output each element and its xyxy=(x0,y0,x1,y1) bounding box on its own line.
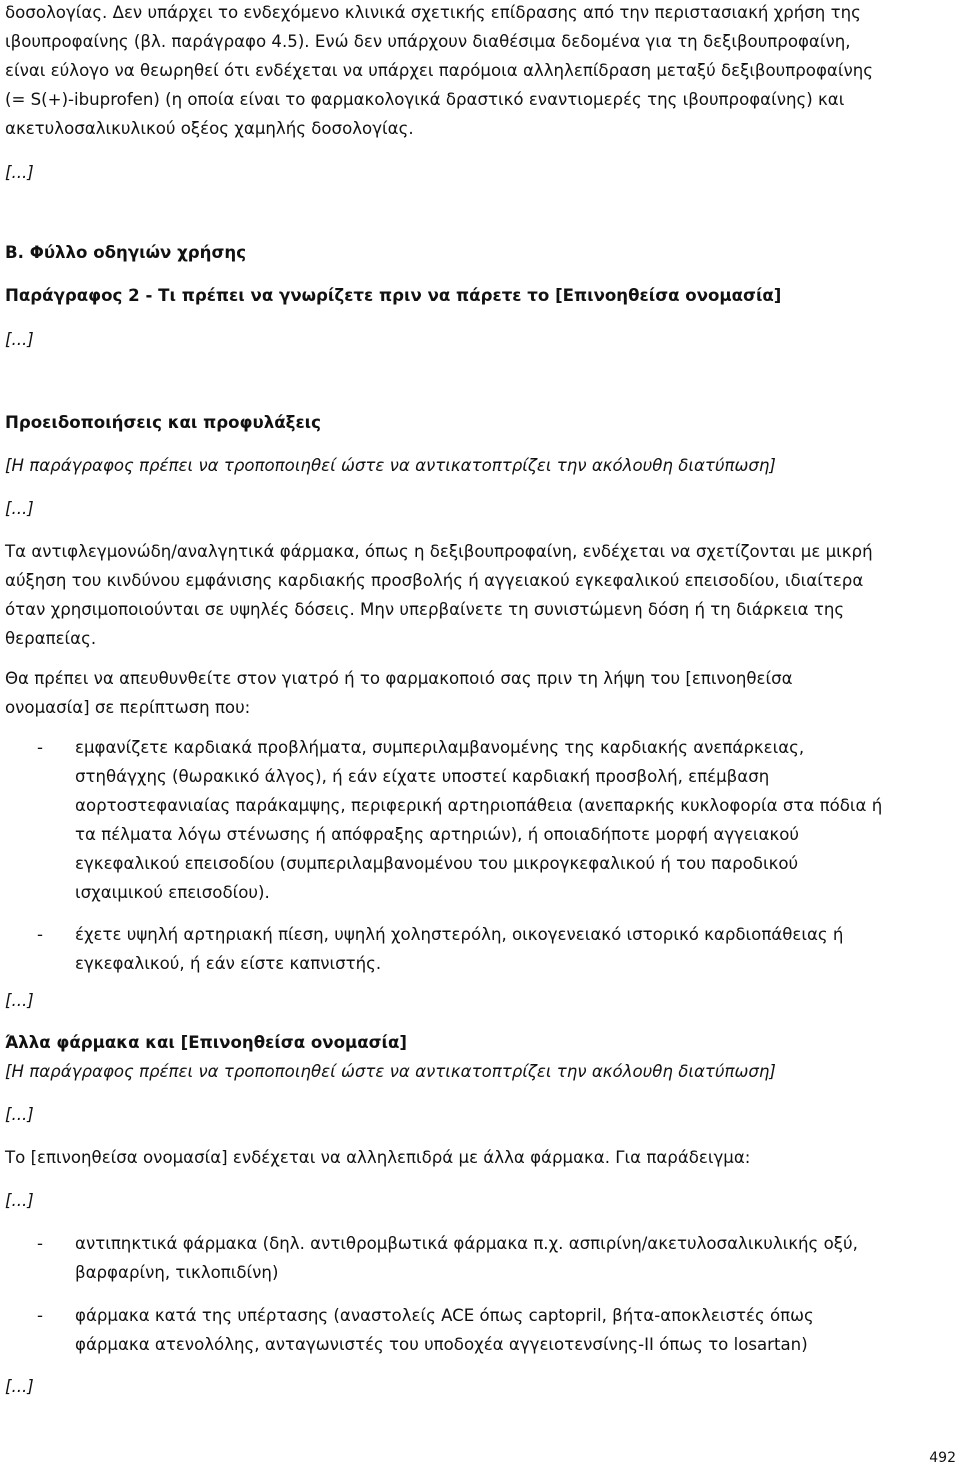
warnings-paragraph-1 xyxy=(5,537,873,653)
ellipsis-marker: [...] xyxy=(5,1191,34,1210)
text-line: θεραπείας. xyxy=(5,629,97,648)
text-line: ακετυλοσαλικυλικού οξέος χαμηλής δοσολογίας. xyxy=(5,119,414,138)
other-meds-heading: Άλλα φάρμακα και [Επινοηθείσα ονομασία] xyxy=(5,1033,407,1052)
text-line: αορτοστεφανιαίας παράκαμψης, περιφερική αρτηριοπάθεια (ανεπαρκής κυκλοφορία στα πόδια ή xyxy=(75,796,883,815)
text-line: εγκεφαλικού, ή εάν είστε καπνιστής. xyxy=(75,954,382,973)
text-line: τα πέλματα λόγω στένωσης ή απόφραξης αρτηριών), ή οποιαδήποτε μορφή αγγειακού xyxy=(75,825,800,844)
ellipsis-marker: [...] xyxy=(5,1377,34,1396)
text-line: αντιπηκτικά φάρμακα (δηλ. αντιθρομβωτικά φάρμακα π.χ. ασπιρίνη/ακετυλοσαλικυλικής οξύ, xyxy=(75,1234,858,1253)
intro-paragraph xyxy=(5,0,873,143)
section-b-title: Β. Φύλλο οδηγιών χρήσης xyxy=(5,243,247,262)
ellipsis-marker: [...] xyxy=(5,330,34,349)
text-line: Θα πρέπει να απευθυνθείτε στον γιατρό ή το φαρμακοποιό σας πριν τη λήψη του [επινοηθείσα xyxy=(5,669,793,688)
list-dash: - xyxy=(37,925,43,944)
list-dash: - xyxy=(37,738,43,757)
warnings-paragraph-2 xyxy=(5,664,793,722)
text-line: στηθάγχης (θωρακικό άλγος), ή εάν είχατε υποστεί καρδιακή προσβολή, επέμβαση xyxy=(75,767,770,786)
ellipsis-marker: [...] xyxy=(5,991,34,1010)
other-meds-intro: Το [επινοηθείσα ονομασία] ενδέχεται να αλληλεπιδρά με άλλα φάρμακα. Για παράδειγμα: xyxy=(5,1148,751,1167)
list-dash: - xyxy=(37,1234,43,1253)
text-line: εμφανίζετε καρδιακά προβλήματα, συμπεριλαμβανομένης της καρδιακής ανεπάρκειας, xyxy=(75,738,805,757)
list-item xyxy=(5,733,955,907)
paragraph-2-title: Παράγραφος 2 - Τι πρέπει να γνωρίζετε πριν να πάρετε το [Επινοηθείσα ονομασία] xyxy=(5,286,782,305)
other-meds-note: [Η παράγραφος πρέπει να τροποποιηθεί ώστε να αντικατοπτρίζει την ακόλουθη διατύπωση] xyxy=(5,1062,776,1081)
other-meds-list xyxy=(5,1229,955,1359)
ellipsis-marker: [...] xyxy=(5,1105,34,1124)
text-line: φάρμακα κατά της υπέρτασης (αναστολείς ACE όπως captopril, βήτα-αποκλειστές όπως xyxy=(75,1306,814,1325)
warnings-heading: Προειδοποιήσεις και προφυλάξεις xyxy=(5,413,321,432)
warnings-list xyxy=(5,920,955,978)
list-item xyxy=(5,1301,955,1359)
text-line: αύξηση του κινδύνου εμφάνισης καρδιακής προσβολής ή αγγειακού εγκεφαλικού επεισοδίου, ιδιαίτερα xyxy=(5,571,864,590)
list-item xyxy=(5,1229,955,1287)
page-number: 492 xyxy=(929,1450,956,1466)
text-line: φάρμακα ατενολόλης, ανταγωνιστές του υποδοχέα αγγειοτενσίνης-II όπως το losartan) xyxy=(75,1335,808,1354)
list-item xyxy=(5,920,955,978)
text-line: όταν χρησιμοποιούνται σε υψηλές δόσεις. Μην υπερβαίνετε τη συνιστώμενη δόση ή τη διάρκεια της xyxy=(5,600,845,619)
ellipsis-marker: [...] xyxy=(5,163,34,182)
text-line: δοσολογίας. Δεν υπάρχει το ενδεχόμενο κλινικά σχετικής επίδρασης από την περιστασιακή χρήση της xyxy=(5,3,861,22)
list-dash: - xyxy=(37,1306,43,1325)
text-line: ονομασία] σε περίπτωση που: xyxy=(5,698,251,717)
text-line: ιβουπροφαίνης (βλ. παράγραφο 4.5). Ενώ δεν υπάρχουν διαθέσιμα δεδομένα για τη δεξιβουπροφαίνη, xyxy=(5,32,851,51)
text-line: βαρφαρίνη, τικλοπιδίνη) xyxy=(75,1263,279,1282)
text-line: εγκεφαλικού επεισοδίου (συμπεριλαμβανομένου του μικρογκεφαλικού ή του παροδικού xyxy=(75,854,799,873)
warnings-note: [Η παράγραφος πρέπει να τροποποιηθεί ώστε να αντικατοπτρίζει την ακόλουθη διατύπωση] xyxy=(5,456,776,475)
text-line: (= S(+)-ibuprofen) (η οποία είναι το φαρμακολογικά δραστικό εναντιομερές της ιβουπροφαίνης) και xyxy=(5,90,845,109)
text-line: είναι εύλογο να θεωρηθεί ότι ενδέχεται να υπάρχει παρόμοια αλληλεπίδραση μεταξύ δεξιβουπροφαίνης xyxy=(5,61,873,80)
ellipsis-marker: [...] xyxy=(5,499,34,518)
text-line: Τα αντιφλεγμονώδη/αναλγητικά φάρμακα, όπως η δεξιβουπροφαίνη, ενδέχεται να σχετίζονται με μικρή xyxy=(5,542,873,561)
text-line: έχετε υψηλή αρτηριακή πίεση, υψηλή χοληστερόλη, οικογενειακό ιστορικό καρδιοπάθειας ή xyxy=(75,925,844,944)
warnings-list xyxy=(5,733,955,907)
text-line: ισχαιμικού επεισοδίου). xyxy=(75,883,270,902)
